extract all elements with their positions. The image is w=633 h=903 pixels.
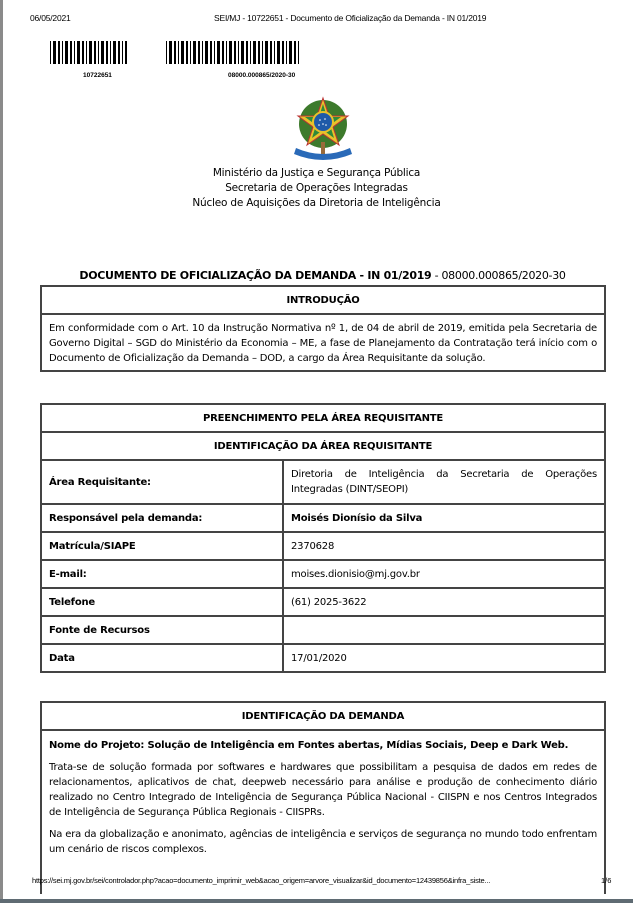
demand-heading: IDENTIFICAÇÃO DA DEMANDA bbox=[41, 702, 605, 730]
project-name: Nome do Projeto: Solução de Inteligência em Fontes abertas, Mídias Sociais, Deep e Dark Web. bbox=[49, 740, 569, 751]
barcode-bar bbox=[202, 41, 203, 64]
barcode-document-id bbox=[50, 41, 127, 64]
introduction-heading: INTRODUÇÃO bbox=[41, 286, 605, 314]
barcode-bar bbox=[190, 41, 191, 64]
introduction-text: Em conformidade com o Art. 10 da Instrução Normativa nº 1, de 04 de abril de 2019, emitida pela Secretaria de Governo Digital – SGD do Ministério da Economia – ME, a fase de Planejamento da Contratação terá início com o Documento de Oficialização da Demanda – DOD, a cargo da Área Requisitante da solução. bbox=[41, 314, 605, 371]
barcode-bar bbox=[86, 41, 87, 64]
print-header-title: SEI/MJ - 10722651 - Documento de Oficialização da Demanda - IN 01/2019 bbox=[214, 13, 487, 23]
barcode-bar bbox=[193, 41, 196, 64]
barcode-bar bbox=[253, 41, 256, 64]
barcode-bar bbox=[205, 41, 208, 64]
barcode-bar bbox=[282, 41, 284, 64]
barcode-bar bbox=[262, 41, 263, 64]
barcode-bar bbox=[178, 41, 179, 64]
barcode-bar bbox=[106, 41, 108, 64]
barcode-bar bbox=[110, 41, 111, 64]
barcode-bar bbox=[169, 41, 172, 64]
barcode-bar bbox=[94, 41, 96, 64]
barcode-bar bbox=[229, 41, 232, 64]
barcode-bar bbox=[258, 41, 260, 64]
table-row bbox=[41, 616, 605, 644]
barcode-bar bbox=[125, 41, 127, 64]
barcode-bar bbox=[265, 41, 268, 64]
barcode-bar bbox=[234, 41, 236, 64]
field-value: (61) 2025-3622 bbox=[283, 588, 605, 616]
org-nucleus: Núcleo de Aquisições da Diretoria de Inteligência bbox=[192, 197, 441, 209]
barcode-bar bbox=[210, 41, 212, 64]
document-title-main: DOCUMENTO DE OFICIALIZAÇÃO DA DEMANDA - IN 01/2019 bbox=[79, 269, 432, 282]
barcode-bar bbox=[289, 41, 292, 64]
field-label: Fonte de Recursos bbox=[41, 616, 283, 644]
barcode-bar bbox=[77, 41, 80, 64]
barcode-bar bbox=[101, 41, 104, 64]
barcode-bar bbox=[166, 41, 167, 64]
table-row bbox=[41, 644, 605, 672]
field-value bbox=[283, 616, 605, 644]
print-footer-url: https://sei.mj.gov.br/sei/controlador.php?acao=documento_imprimir_web&acao_origem=arvore_visualizar&id_documento=12439856&infra_siste... bbox=[32, 876, 491, 885]
field-label: Data bbox=[41, 644, 283, 672]
barcode-bar bbox=[174, 41, 176, 64]
table-row bbox=[41, 532, 605, 560]
document-title-process: - 08000.000865/2020-30 bbox=[431, 269, 566, 282]
barcode-bar bbox=[113, 41, 116, 64]
print-footer-page: 1/6 bbox=[601, 876, 612, 885]
barcode-bar bbox=[277, 41, 280, 64]
requesting-area-heading: PREENCHIMENTO PELA ÁREA REQUISITANTE bbox=[41, 404, 605, 432]
field-label: Matrícula/SIAPE bbox=[41, 532, 283, 560]
barcode-bar bbox=[98, 41, 99, 64]
field-value: 17/01/2020 bbox=[283, 644, 605, 672]
barcode-bar bbox=[250, 41, 251, 64]
barcode-bar bbox=[222, 41, 224, 64]
barcode-bar bbox=[274, 41, 275, 64]
barcode-bar bbox=[65, 41, 68, 64]
barcode-bar bbox=[298, 41, 299, 64]
barcode-bar bbox=[82, 41, 84, 64]
field-value: 2370628 bbox=[283, 532, 605, 560]
demand-table bbox=[40, 701, 606, 894]
demand-paragraph: Na era da globalização e anonimato, agências de inteligência e serviços de segurança no mundo todo enfrentam um cenário de riscos complexos. bbox=[49, 829, 597, 855]
field-label: Área Requisitante: bbox=[41, 460, 283, 504]
barcode-bar bbox=[286, 41, 287, 64]
requesting-area-subheading: IDENTIFICAÇÃO DA ÁREA REQUISITANTE bbox=[41, 432, 605, 460]
field-label: Responsável pela demanda: bbox=[41, 504, 283, 532]
barcode-bar bbox=[246, 41, 248, 64]
barcode-bar bbox=[118, 41, 120, 64]
brazil-coat-of-arms-icon bbox=[290, 94, 356, 164]
barcode-bar bbox=[214, 41, 215, 64]
barcode-bar bbox=[226, 41, 227, 64]
field-value: Moisés Dionísio da Silva bbox=[283, 504, 605, 532]
requesting-area-table bbox=[40, 403, 606, 673]
table-row bbox=[41, 588, 605, 616]
organization-block bbox=[0, 166, 633, 211]
demand-body bbox=[41, 730, 605, 894]
barcode-bar bbox=[198, 41, 200, 64]
org-secretariat: Secretaria de Operações Integradas bbox=[225, 182, 408, 194]
table-row bbox=[41, 504, 605, 532]
table-row bbox=[41, 460, 605, 504]
viewer-frame-left bbox=[0, 0, 3, 903]
barcode-bar bbox=[74, 41, 75, 64]
print-date: 06/05/2021 bbox=[30, 13, 71, 23]
barcode-bar bbox=[294, 41, 296, 64]
barcode-bar bbox=[50, 41, 51, 64]
org-ministry: Ministério da Justiça e Segurança Pública bbox=[212, 167, 421, 179]
barcode-bar bbox=[217, 41, 220, 64]
introduction-table bbox=[40, 285, 606, 372]
barcode-bar bbox=[70, 41, 72, 64]
demand-paragraph: Trata-se de solução formada por softwares e hardwares que possibilitam a pesquisa de dados em redes de relacionamentos, aplicativos de chat, deepweb necessário para análise e produção de conhecimento diário realizado no Centro Integrado de Inteligência de Segurança Pública Nacional - CIISPN e nos Centros Integrados de Inteligência de Segurança Pública Regionais - CIISPRs. bbox=[49, 762, 597, 818]
barcode-bar bbox=[53, 41, 56, 64]
barcode-bar bbox=[181, 41, 184, 64]
barcode-bar bbox=[241, 41, 244, 64]
barcode-bar bbox=[62, 41, 63, 64]
field-label: Telefone bbox=[41, 588, 283, 616]
table-row bbox=[41, 560, 605, 588]
field-label: E-mail: bbox=[41, 560, 283, 588]
field-value: moises.dionisio@mj.gov.br bbox=[283, 560, 605, 588]
barcode-bar bbox=[238, 41, 239, 64]
barcode-bar bbox=[122, 41, 123, 64]
barcode-document-id-label: 10722651 bbox=[83, 72, 112, 79]
barcode-bar bbox=[186, 41, 188, 64]
barcode-process-number bbox=[166, 41, 301, 64]
barcode-process-number-label: 08000.000865/2020-30 bbox=[228, 72, 296, 79]
barcode-bar bbox=[270, 41, 272, 64]
document-title bbox=[40, 269, 605, 282]
barcode-bar bbox=[58, 41, 60, 64]
barcode-bar bbox=[89, 41, 92, 64]
field-value: Diretoria de Inteligência da Secretaria de Operações Integradas (DINT/SEOPI) bbox=[283, 460, 605, 504]
viewer-frame-bottom bbox=[0, 899, 633, 903]
